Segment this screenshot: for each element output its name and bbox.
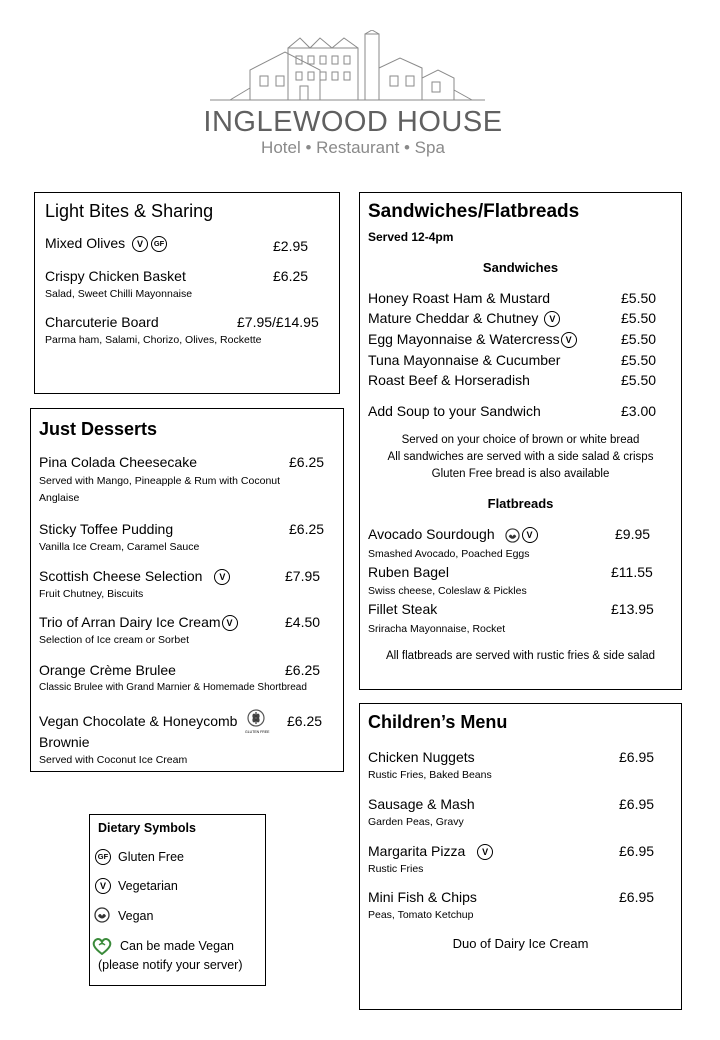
sandwiches-subheading: Sandwiches <box>482 260 559 275</box>
item-price: £7.95 <box>285 568 321 584</box>
item-price: £4.50 <box>285 614 321 630</box>
wheat-icon <box>247 709 265 727</box>
brand-tagline: Hotel • Restaurant • Spa <box>261 138 445 157</box>
item-description: Selection of Ice cream or Sorbet <box>39 634 189 646</box>
vegetarian-icon: V <box>214 569 230 585</box>
flatbreads-subheading: Flatbreads <box>487 496 554 511</box>
sandwich-note: Served on your choice of brown or white bread <box>401 434 640 446</box>
item-name: Tuna Mayonnaise & Cucumber <box>368 352 561 368</box>
childrens-menu-section <box>359 703 682 1010</box>
vegan-icon <box>505 528 520 543</box>
item-name: Ruben Bagel <box>368 564 449 580</box>
item-price: £6.95 <box>619 749 655 765</box>
item-description: Served with Coconut Ice Cream <box>39 754 188 766</box>
light-bite-item <box>45 235 167 252</box>
item-name: Orange Crème Brulee <box>39 662 176 678</box>
heart-leaf-icon <box>92 937 112 955</box>
item-name: Mixed Olives <box>45 235 126 251</box>
item-price: £7.95/£14.95 <box>237 314 319 330</box>
item-price: £6.25 <box>273 268 309 284</box>
vegetarian-icon: V <box>222 615 238 631</box>
item-name: Chicken Nuggets <box>368 749 475 765</box>
item-description: Vanilla Ice Cream, Caramel Sauce <box>39 541 200 553</box>
item-price: £5.50 <box>621 372 657 388</box>
item-name: Roast Beef & Horseradish <box>368 372 530 388</box>
item-description: Garden Peas, Gravy <box>368 816 464 828</box>
legend-label: Vegetarian <box>118 879 178 893</box>
item-description: Served with Mango, Pineapple & Rum with Coconut <box>39 475 281 487</box>
gluten-free-badge-label: GLUTEN FREE <box>245 730 270 734</box>
item-price: £5.50 <box>621 331 657 347</box>
item-description: Anglaise <box>39 492 80 504</box>
item-name: Trio of Arran Dairy Ice Cream <box>39 614 221 630</box>
legend-label: Vegan <box>118 909 154 923</box>
item-name: Crispy Chicken Basket <box>45 268 186 284</box>
item-name: Mini Fish & Chips <box>368 889 477 905</box>
desserts-section <box>30 408 344 772</box>
dessert-item <box>39 568 230 585</box>
item-name: Vegan Chocolate & Honeycomb <box>39 713 238 729</box>
item-name: Fillet Steak <box>368 601 438 617</box>
item-description: Rustic Fries, Baked Beans <box>368 769 492 781</box>
legend-label: Gluten Free <box>118 850 185 864</box>
desserts-title: Just Desserts <box>39 419 158 439</box>
item-name: Mature Cheddar & Chutney <box>368 310 539 326</box>
light-bites-section <box>34 192 340 394</box>
brand-name: INGLEWOOD HOUSE <box>203 106 503 138</box>
item-price: £6.25 <box>289 521 325 537</box>
item-description: Classic Brulee with Grand Marnier & Homemade Shortbread <box>39 682 307 693</box>
vegetarian-icon: V <box>522 527 538 543</box>
item-price: £11.55 <box>611 564 653 580</box>
item-description: Peas, Tomato Ketchup <box>368 909 474 921</box>
sandwich-item <box>368 310 560 327</box>
gluten-free-badge <box>245 709 270 734</box>
sandwiches-title: Sandwiches/Flatbreads <box>368 201 580 222</box>
sandwich-item <box>368 331 577 348</box>
vegetarian-icon: V <box>561 332 577 348</box>
item-price: £2.95 <box>273 238 309 254</box>
item-name: Margarita Pizza <box>368 843 466 859</box>
item-price: £6.25 <box>287 713 323 729</box>
item-description: Swiss cheese, Coleslaw & Pickles <box>368 585 527 597</box>
dietary-title: Dietary Symbols <box>98 821 196 835</box>
item-price: £6.95 <box>619 796 655 812</box>
sandwiches-section <box>359 192 682 690</box>
served-hours: Served 12-4pm <box>368 230 454 244</box>
item-description: Salad, Sweet Chilli Mayonnaise <box>45 288 193 300</box>
item-name: Sticky Toffee Pudding <box>39 521 174 537</box>
item-name-continued: Brownie <box>39 734 90 750</box>
gluten-free-icon: GF <box>151 236 167 252</box>
item-description: Sriracha Mayonnaise, Rocket <box>368 623 506 635</box>
legend-label-note: (please notify your server) <box>98 958 243 972</box>
item-name: Sausage & Mash <box>368 796 475 812</box>
item-description: Parma ham, Salami, Chorizo, Olives, Rockette <box>45 334 262 346</box>
flatbread-item <box>368 526 538 543</box>
legend-label: Can be made Vegan <box>120 939 234 953</box>
light-bites-title: Light Bites & Sharing <box>45 201 214 221</box>
item-price: £5.50 <box>621 290 657 306</box>
item-name: Pina Colada Cheesecake <box>39 454 197 470</box>
dietary-symbols-legend <box>89 814 266 986</box>
gluten-free-icon: GF <box>95 849 111 865</box>
vegetarian-icon: V <box>544 311 560 327</box>
addon-name: Add Soup to your Sandwich <box>368 403 541 419</box>
item-description: Fruit Chutney, Biscuits <box>39 588 144 600</box>
item-description: Smashed Avocado, Poached Eggs <box>368 548 530 560</box>
item-price: £13.95 <box>611 601 654 617</box>
vegetarian-icon: V <box>95 878 111 894</box>
sandwich-note: All sandwiches are served with a side salad & crisps <box>387 451 654 463</box>
item-name: Egg Mayonnaise & Watercress <box>368 331 560 347</box>
item-price: £9.95 <box>615 526 651 542</box>
item-price: £6.95 <box>619 889 655 905</box>
item-name: Honey Roast Ham & Mustard <box>368 290 551 306</box>
item-name: Avocado Sourdough <box>368 526 495 542</box>
vegetarian-icon: V <box>477 844 493 860</box>
children-item <box>368 843 493 860</box>
item-price: £6.25 <box>289 454 325 470</box>
flatbread-note: All flatbreads are served with rustic fries & side salad <box>385 650 656 662</box>
vegan-icon <box>94 907 110 923</box>
dessert-item <box>39 614 238 631</box>
item-price: £6.25 <box>285 662 321 678</box>
item-description: Rustic Fries <box>368 863 424 875</box>
item-name: Charcuterie Board <box>45 314 159 330</box>
addon-price: £3.00 <box>621 403 657 419</box>
item-price: £5.50 <box>621 352 657 368</box>
children-footer: Duo of Dairy Ice Cream <box>452 936 589 951</box>
vegetarian-icon: V <box>132 236 148 252</box>
sandwich-note: Gluten Free bread is also available <box>431 468 610 480</box>
childrens-menu-title: Children’s Menu <box>368 712 508 732</box>
item-price: £6.95 <box>619 843 655 859</box>
hotel-building-logo <box>210 30 485 105</box>
item-price: £5.50 <box>621 310 657 326</box>
item-name: Scottish Cheese Selection <box>39 568 203 584</box>
